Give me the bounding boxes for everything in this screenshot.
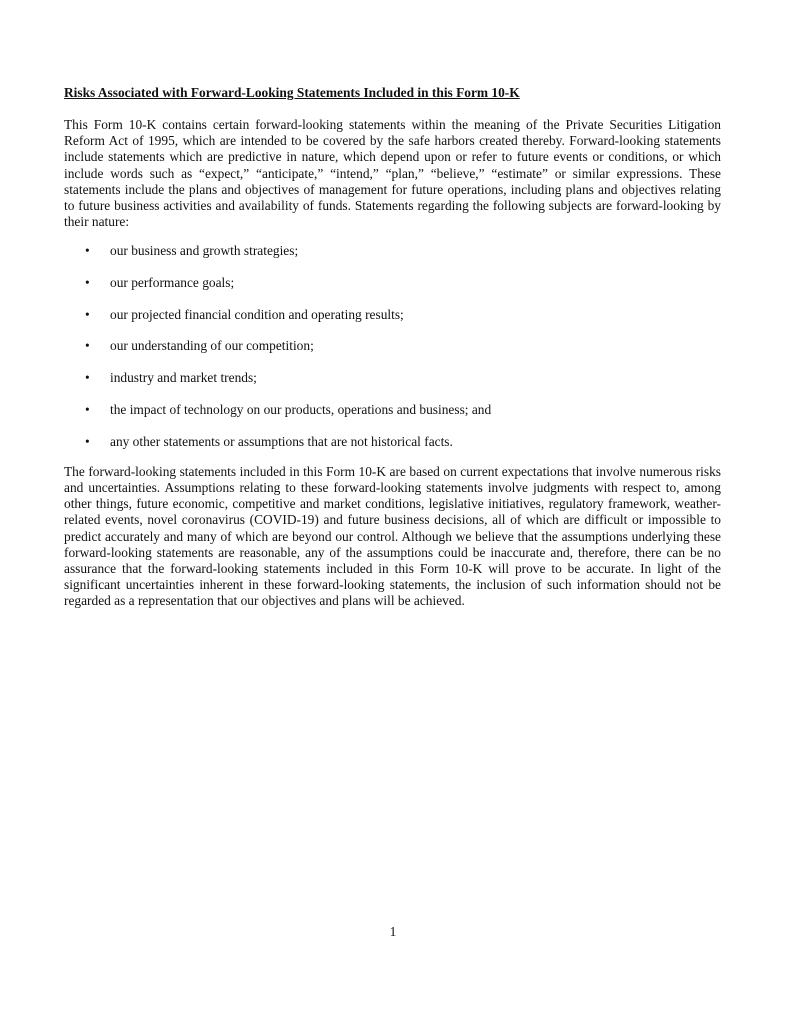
list-item [64,338,721,354]
list-item-text: any other statements or assumptions that are not historical facts. [110,433,453,449]
list-item-text: the impact of technology on our products, operations and business; and [110,401,492,417]
list-item [64,370,721,386]
bullet-icon: • [85,401,90,417]
section-heading: Risks Associated with Forward-Looking Statements Included in this Form 10-K [64,85,520,100]
closing-paragraph: The forward-looking statements included in this Form 10-K are based on current expectations that involve numerous risks and uncertainties. Assumptions relating to these forward-looking statements involve judgments with respect to, among other things, future economic, competitive and market conditions, legislative initiatives, regulatory framework, weather-related events, novel coronavirus (COVID-19) and future business decisions, all of which are difficult or impossible to predict accurately and many of which are beyond our control. Although we believe that the assumptions underlying these forward-looking statements are reasonable, any of the assumptions could be inaccurate and, therefore, there can be no assurance that the forward-looking statements included in this Form 10-K will prove to be accurate. In light of the significant uncertainties inherent in these forward-looking statements, the inclusion of such information should not be regarded as a representation that our objectives and plans will be achieved. [64,463,721,609]
list-item [64,243,721,259]
bullet-icon: • [85,306,90,322]
bullet-icon: • [85,243,90,259]
list-item-text: our understanding of our competition; [110,338,314,354]
list-item-text: industry and market trends; [110,370,257,386]
list-item-text: our performance goals; [110,275,235,291]
list-item [64,434,721,450]
document-content [64,85,721,610]
list-item [64,307,721,323]
list-item-text: our business and growth strategies; [110,243,299,259]
bullet-icon: • [85,370,90,386]
forward-looking-subjects-list [64,243,721,449]
bullet-icon: • [85,433,90,449]
list-item [64,402,721,418]
list-item-text: our projected financial condition and operating results; [110,306,404,322]
page-number: 1 [389,924,397,939]
bullet-icon: • [85,338,90,354]
intro-paragraph: This Form 10-K contains certain forward-looking statements within the meaning of the Private Securities Litigation Reform Act of 1995, which are intended to be covered by the safe harbors created thereby. Forward-looking statements include statements which are predictive in nature, which depend upon or refer to future events or conditions, or which include words such as “expect,” “anticipate,” “intend,” “plan,” “believe,” “estimate” or similar expressions. These statements include the plans and objectives of management for future operations, including plans and objectives relating to future business activities and availability of funds. Statements regarding the following subjects are forward-looking by their nature: [64,117,721,230]
list-item [64,275,721,291]
bullet-icon: • [85,275,90,291]
